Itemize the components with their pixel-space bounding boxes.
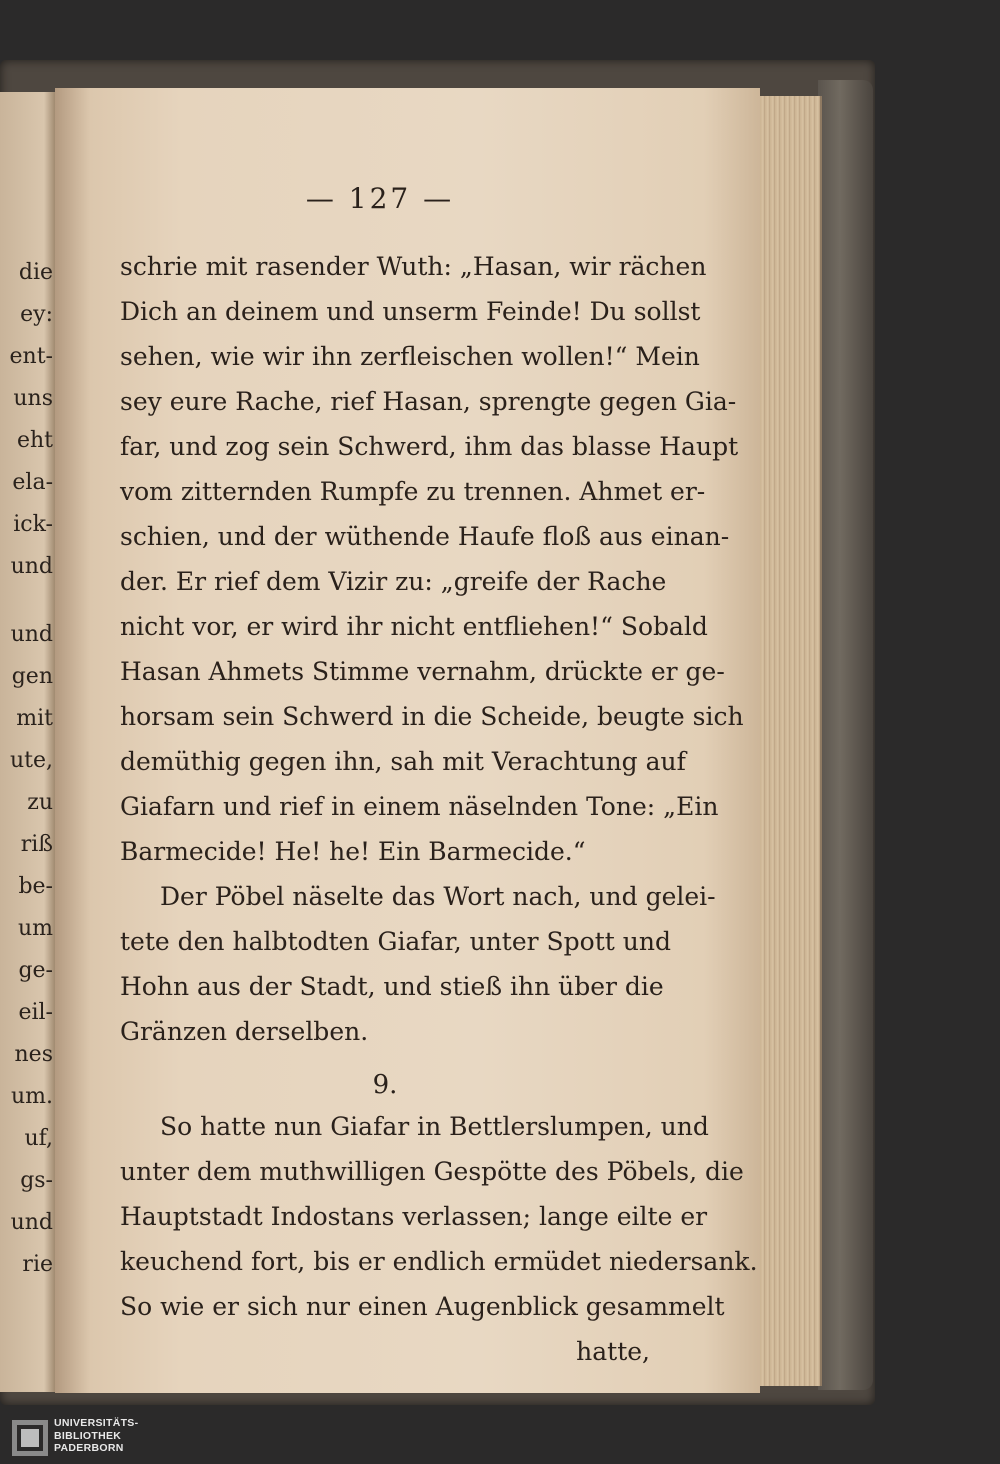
left-page-edge: [0, 92, 55, 1392]
text-line: Gränzen derselben.: [120, 1017, 369, 1046]
left-fragment: gen: [11, 664, 53, 689]
text-line: demüthig gegen ihn, sah mit Verachtung auf: [120, 747, 686, 776]
text-line: nicht vor, er wird ihr nicht entfliehen!“ Sobald: [120, 612, 708, 641]
left-fragment: eht: [16, 428, 53, 453]
left-fragment: ela-: [12, 470, 53, 495]
page-edges: [760, 96, 822, 1386]
left-fragment: gs-: [20, 1168, 53, 1193]
left-fragment: ent-: [9, 344, 53, 369]
text-line: Barmecide! He! he! Ein Barmecide.“: [120, 837, 586, 866]
left-fragment: und: [10, 1210, 53, 1235]
text-line: keuchend fort, bis er endlich ermüdet niedersank.: [120, 1247, 758, 1276]
library-name-line: BIBLIOTHEK: [54, 1429, 122, 1442]
library-name-line: PADERBORN: [54, 1442, 124, 1454]
left-fragment: ick-: [13, 512, 53, 537]
text-line: schrie mit rasender Wuth: „Hasan, wir rächen: [120, 252, 707, 281]
text-line: Hasan Ahmets Stimme vernahm, drückte er ge-: [120, 657, 725, 686]
text-line: Der Pöbel näselte das Wort nach, und gelei-: [160, 882, 716, 911]
page-number: — 127 —: [305, 182, 455, 215]
text-line: sehen, wie wir ihn zerfleischen wollen!“ Mein: [120, 342, 700, 371]
left-fragment: zu: [27, 790, 53, 815]
left-fragment: die: [18, 260, 53, 285]
text-line: Hauptstadt Indostans verlassen; lange eilte er: [120, 1202, 708, 1231]
text-line: der. Er rief dem Vizir zu: „greife der Rache: [120, 567, 667, 596]
library-name-line: UNIVERSITÄTS-: [54, 1417, 139, 1429]
text-line: tete den halbtodten Giafar, unter Spott und: [120, 927, 671, 956]
text-line: Hohn aus der Stadt, und stieß ihn über die: [120, 972, 664, 1001]
text-line: sey eure Rache, rief Hasan, sprengte gegen Gia-: [120, 387, 737, 416]
text-line: far, und zog sein Schwerd, ihm das blasse Haupt: [120, 432, 739, 461]
left-fragment: nes: [14, 1042, 53, 1067]
left-fragment: mit: [16, 706, 53, 731]
text-line: horsam sein Schwerd in die Scheide, beugte sich: [120, 702, 744, 731]
left-fragment: riß: [20, 832, 53, 857]
left-fragment: ute,: [9, 748, 53, 773]
text-line: So wie er sich nur einen Augenblick gesammelt: [120, 1292, 725, 1321]
left-fragment: ge-: [18, 958, 53, 983]
left-fragment: uns: [13, 386, 53, 411]
footer-bar: [0, 1412, 1000, 1464]
text-line: unter dem muthwilligen Gespötte des Pöbels, die: [120, 1157, 744, 1186]
text-line: vom zitternden Rumpfe zu trennen. Ahmet er-: [120, 477, 706, 506]
book-spine: [818, 80, 873, 1390]
section-number: 9.: [372, 1070, 398, 1100]
left-fragment: und: [10, 622, 53, 647]
left-fragment: rie: [22, 1252, 53, 1277]
left-fragment: uf,: [24, 1126, 53, 1151]
left-fragment: um: [17, 916, 53, 941]
left-fragment: eil-: [18, 1000, 53, 1025]
text-line: schien, und der wüthende Haufe floß aus einan-: [120, 522, 730, 551]
left-fragment: be-: [18, 874, 53, 899]
left-fragment: um.: [10, 1084, 53, 1109]
library-logo-icon: [12, 1420, 48, 1456]
library-name: [54, 1417, 138, 1455]
left-fragment: ey:: [20, 302, 53, 327]
catchword: hatte,: [576, 1337, 650, 1366]
text-line: Giafarn und rief in einem näselnden Tone: „Ein: [120, 792, 719, 821]
left-fragment: und: [10, 554, 53, 579]
text-line: So hatte nun Giafar in Bettlerslumpen, und: [160, 1112, 709, 1141]
text-line: Dich an deinem und unserm Feinde! Du sollst: [120, 297, 701, 326]
